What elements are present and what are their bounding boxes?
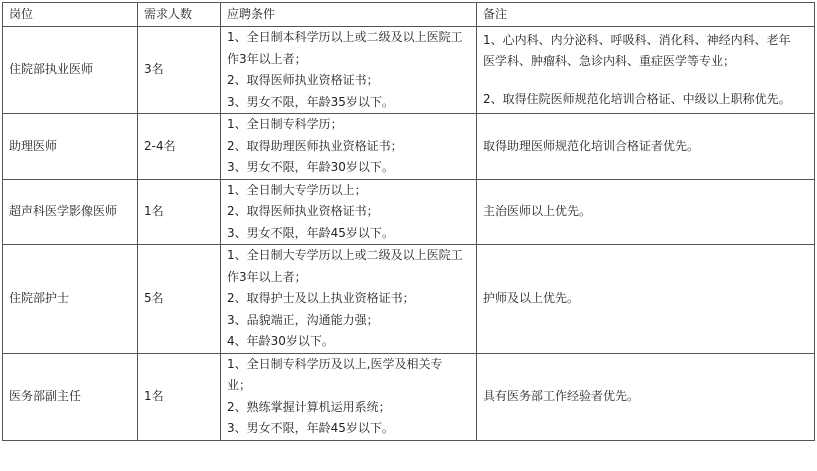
recruitment-table xyxy=(2,2,815,441)
table-row xyxy=(3,353,815,440)
condition-line: 3、男女不限，年龄35岁以下。 xyxy=(227,94,394,109)
header-conditions: 应聘条件 xyxy=(221,3,477,27)
conditions-cell xyxy=(221,245,477,354)
remark-line: 2、取得住院医师规范化培训合格证、中级以上职称优先。 xyxy=(483,91,791,106)
count-cell: 3名 xyxy=(138,27,221,114)
count-cell: 5名 xyxy=(138,245,221,354)
condition-line: 2、取得医师执业资格证书； xyxy=(227,73,379,87)
position-cell: 医务部副主任 xyxy=(3,353,138,440)
condition-line: 作3年以上者； xyxy=(227,51,307,66)
condition-line: 2、熟练掌握计算机运用系统； xyxy=(227,399,391,414)
remark-line: 取得助理医师规范化培训合格证者优先。 xyxy=(483,138,700,153)
count-cell: 1名 xyxy=(138,179,221,245)
remarks-cell xyxy=(477,179,815,245)
conditions-cell xyxy=(221,353,477,440)
conditions-cell xyxy=(221,27,477,114)
count-cell: 1名 xyxy=(138,353,221,440)
condition-line: 2、取得助理医师执业资格证书； xyxy=(227,138,403,153)
header-row xyxy=(3,3,815,27)
condition-line: 3、男女不限，年龄45岁以下。 xyxy=(227,225,394,240)
conditions-cell xyxy=(221,179,477,245)
condition-line: 3、男女不限，年龄45岁以下。 xyxy=(227,421,394,435)
condition-line: 作3年以上者； xyxy=(227,269,307,284)
table-row xyxy=(3,179,815,245)
table-row xyxy=(3,114,815,180)
remark-line: 医学科、肿瘤科、急诊内科、重症医学等专业； xyxy=(483,54,736,69)
remark-gap xyxy=(483,73,808,89)
header-remarks: 备注 xyxy=(477,3,815,27)
remark-line: 护师及以上优先。 xyxy=(483,291,580,305)
condition-line: 3、男女不限，年龄30岁以下。 xyxy=(227,160,394,174)
condition-line: 1、全日制专科学历及以上,医学及相关专 xyxy=(227,356,443,371)
condition-line: 3、品貌端正，沟通能力强； xyxy=(227,312,379,327)
condition-line: 业； xyxy=(227,378,252,392)
remark-line: 具有医务部工作经验者优先。 xyxy=(483,388,640,403)
position-cell: 住院部执业医师 xyxy=(3,27,138,114)
position-cell: 超声科医学影像医师 xyxy=(3,179,138,245)
condition-line: 2、取得护士及以上执业资格证书； xyxy=(227,291,415,305)
table-row xyxy=(3,245,815,354)
count-cell: 2-4名 xyxy=(138,114,221,180)
condition-line: 1、全日制大专学历以上； xyxy=(227,182,367,197)
header-count: 需求人数 xyxy=(138,3,221,27)
condition-line: 1、全日制专科学历； xyxy=(227,117,343,131)
remark-line: 1、心内科、内分泌科、呼吸科、消化科、神经内科、老年 xyxy=(483,32,791,47)
condition-line: 2、取得医师执业资格证书； xyxy=(227,204,379,218)
position-cell: 助理医师 xyxy=(3,114,138,180)
condition-line: 4、年龄30岁以下。 xyxy=(227,334,334,348)
remark-line: 主治医师以上优先。 xyxy=(483,204,592,218)
condition-line: 1、全日制大专学历以上或二级及以上医院工 xyxy=(227,248,463,262)
table-row xyxy=(3,27,815,114)
header-position: 岗位 xyxy=(3,3,138,27)
remarks-cell xyxy=(477,245,815,354)
position-cell: 住院部护士 xyxy=(3,245,138,354)
remarks-cell xyxy=(477,353,815,440)
remarks-cell xyxy=(477,27,815,114)
condition-line: 1、全日制本科学历以上或二级及以上医院工 xyxy=(227,30,463,44)
remarks-cell xyxy=(477,114,815,180)
conditions-cell xyxy=(221,114,477,180)
